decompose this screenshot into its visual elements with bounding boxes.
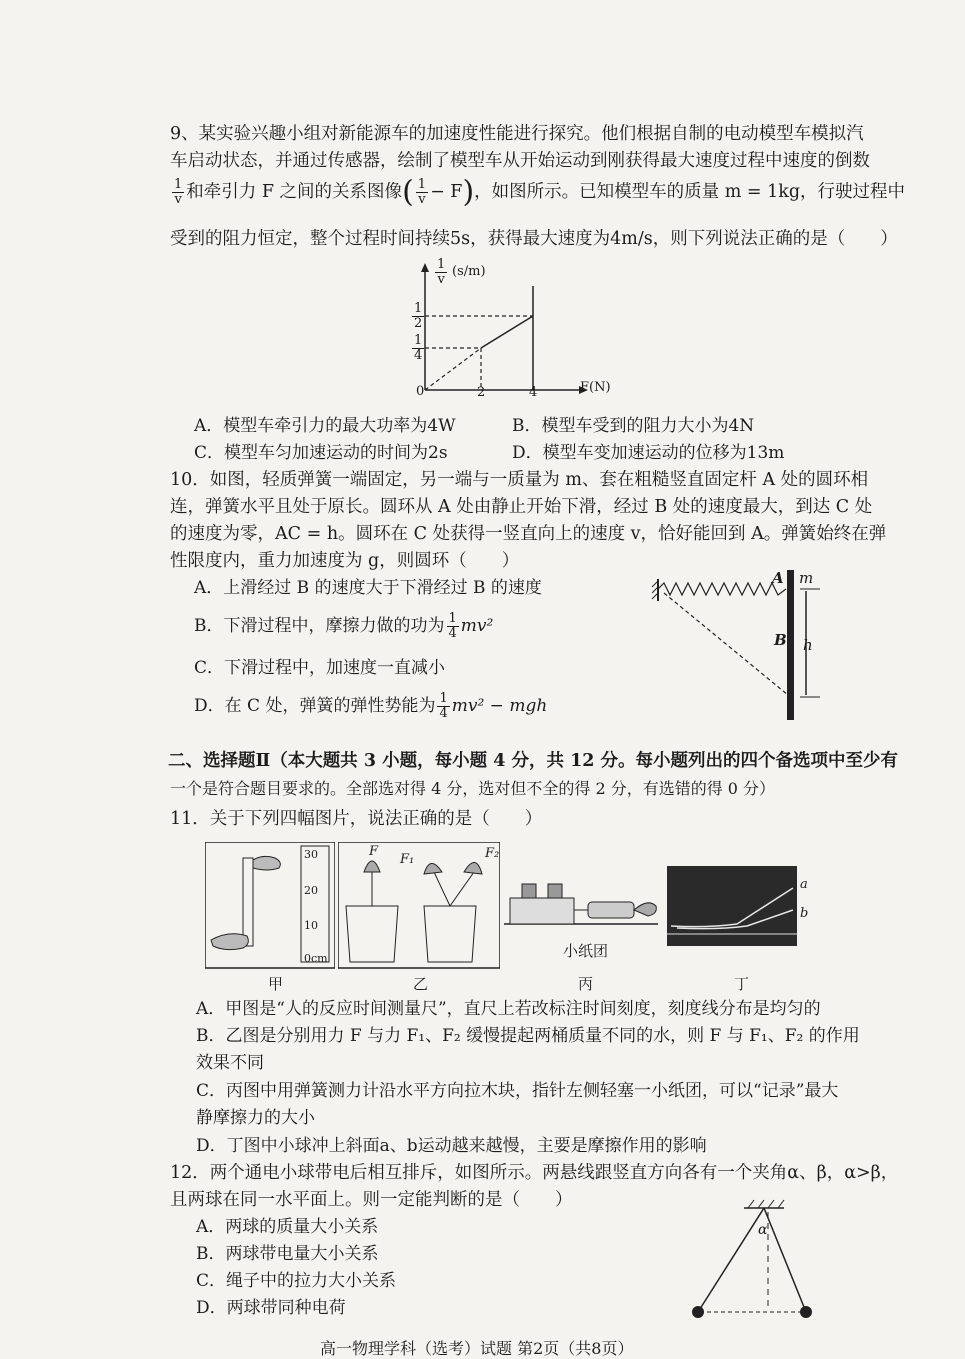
q10-line2: 连，弹簧水平且处于原长。圆环从 A 处由静止开始下滑，经过 B 处的速度最大，到达 C 处 [170, 497, 873, 517]
figure-yi-buckets [338, 842, 500, 970]
q9-option-c: C．模型车匀加速运动的时间为2s [194, 443, 448, 463]
q10-line3: 的速度为零，AC = h。圆环在 C 处获得一竖直向上的速度 v，恰好能回到 A。弹簧始终在弹 [170, 524, 887, 544]
graph-origin: 0 [416, 384, 425, 399]
figure-ding-inclines [667, 866, 797, 948]
q10-line4: 性限度内，重力加速度为 g，则圆环（ ） [170, 551, 520, 571]
mass-label: m [799, 569, 814, 587]
force-f-label: F [369, 844, 379, 859]
graph-y-tick-half: $\frac{1}{2}$ [414, 301, 423, 331]
inverse-v-fraction: $\frac{1}{v}$ [174, 177, 183, 207]
spring-ring-rod-diagram [650, 565, 825, 725]
q9-option-d: D．模型车变加速运动的位移为13m [512, 443, 785, 463]
paper-ball-label: 小纸团 [563, 942, 609, 960]
q10-option-d: D．在 C 处，弹簧的弹性势能为 $\frac{1}{4}$ mv² − mgh [194, 691, 548, 721]
q12-option-b: B．两球带电量大小关系 [196, 1244, 379, 1264]
caption-yi: 乙 [413, 975, 429, 993]
angle-alpha-label: α [758, 1222, 768, 1238]
charged-balls-diagram [680, 1196, 820, 1324]
force-f2-label: F₂ [485, 846, 500, 861]
caption-jia: 甲 [268, 975, 284, 993]
graph-y-label: $\frac{1}{v}$ [437, 257, 446, 287]
ruler-label-10: 10 [304, 919, 318, 932]
graph-x-tick-4: 4 [529, 385, 538, 400]
q12-line2: 且两球在同一水平面上。则一定能判断的是（ ） [170, 1190, 573, 1210]
q9-line2: 车启动状态，并通过传感器，绘制了模型车从开始运动到刚获得最大速度过程中速度的倒数 [170, 151, 870, 171]
ruler-label-20: 20 [304, 884, 318, 897]
caption-ding: 丁 [734, 975, 750, 993]
graph-y-unit: (s/m) [452, 264, 486, 279]
q10-option-a: A．上滑经过 B 的速度大于下滑经过 B 的速度 [194, 578, 542, 598]
incline-b-label: b [800, 906, 809, 921]
point-b-label: B [774, 631, 787, 649]
q10-option-c: C．下滑过程中，加速度一直减小 [194, 658, 446, 678]
q11-option-c-line1: C．丙图中用弹簧测力计沿水平方向拉木块，指针左侧轻塞一小纸团，可以“记录”最大 [196, 1081, 839, 1101]
graph-x-tick-2: 2 [477, 385, 486, 400]
q11-option-a: A．甲图是“人的反应时间测量尺”，直尺上若改标注时间刻度，刻度线分布是均匀的 [196, 999, 821, 1019]
section2-subtitle: 一个是符合题目要求的。全部选对得 4 分，选对但不全的得 2 分，有选错的得 0 分） [170, 779, 776, 798]
q11-option-d: D．丁图中小球冲上斜面a、b运动越来越慢，主要是摩擦作用的影响 [196, 1136, 707, 1156]
q12-line1: 12．两个通电小球带电后相互排斥，如图所示。两悬线跟竖直方向各有一个夹角α、β，α>β， [170, 1163, 899, 1183]
q12-option-c: C．绳子中的拉力大小关系 [196, 1271, 397, 1291]
q11-option-b-line1: B．乙图是分别用力 F 与力 F₁、F₂ 缓慢提起两桶质量不同的水，则 F 与 F₁、F₂ 的作用 [196, 1026, 860, 1046]
q9-line3: $\frac{1}{v}$ 和牵引力 F 之间的关系图像( $\frac{1}{v}$ − F)，如图所示。已知模型车的质量 m = 1kg，行驶过程中 [174, 174, 906, 210]
ruler-label-0: 0cm [304, 952, 328, 965]
incline-a-label: a [800, 877, 808, 892]
section2-title: 二、选择题Ⅱ（本大题共 3 小题，每小题 4 分，共 12 分。每小题列出的四个备选项中至少有 [168, 751, 899, 771]
page-footer: 高一物理学科（选考）试题 第2页（共8页） [320, 1339, 634, 1358]
ruler-label-30: 30 [304, 848, 318, 861]
q9-line4: 受到的阻力恒定，整个过程时间持续5s，获得最大速度为4m/s，则下列说法正确的是（ ） [170, 229, 898, 249]
caption-bing: 丙 [578, 975, 594, 993]
graph-y-tick-quarter: $\frac{1}{4}$ [414, 333, 423, 363]
q9-option-a: A．模型车牵引力的最大功率为4W [194, 416, 456, 436]
figure-bing-spring-scale [500, 880, 662, 938]
q9-option-b: B．模型车受到的阻力大小为4N [512, 416, 755, 436]
q11-option-c-line2: 静摩擦力的大小 [196, 1108, 315, 1128]
q12-option-d: D．两球带同种电荷 [196, 1298, 346, 1318]
figure-jia-ruler [205, 842, 335, 970]
height-label: h [803, 636, 813, 654]
force-f1-label: F₁ [400, 852, 415, 867]
q11-option-b-line2: 效果不同 [196, 1053, 264, 1073]
graph-x-label: F(N) [580, 380, 611, 395]
q10-option-b: B．下滑过程中，摩擦力做的功为 $\frac{1}{4}$ mv² [194, 611, 494, 641]
q10-line1: 10．如图，轻质弹簧一端固定，另一端与一质量为 m、套在粗糙竖直固定杆 A 处的圆环相 [170, 470, 869, 490]
q9-line1: 9、某实验兴趣小组对新能源车的加速度性能进行探究。他们根据自制的电动模型车模拟汽 [170, 124, 864, 144]
q12-option-a: A．两球的质量大小关系 [196, 1217, 379, 1237]
q11-line1: 11．关于下列四幅图片，说法正确的是（ ） [170, 809, 543, 829]
point-a-label: A [772, 569, 784, 587]
